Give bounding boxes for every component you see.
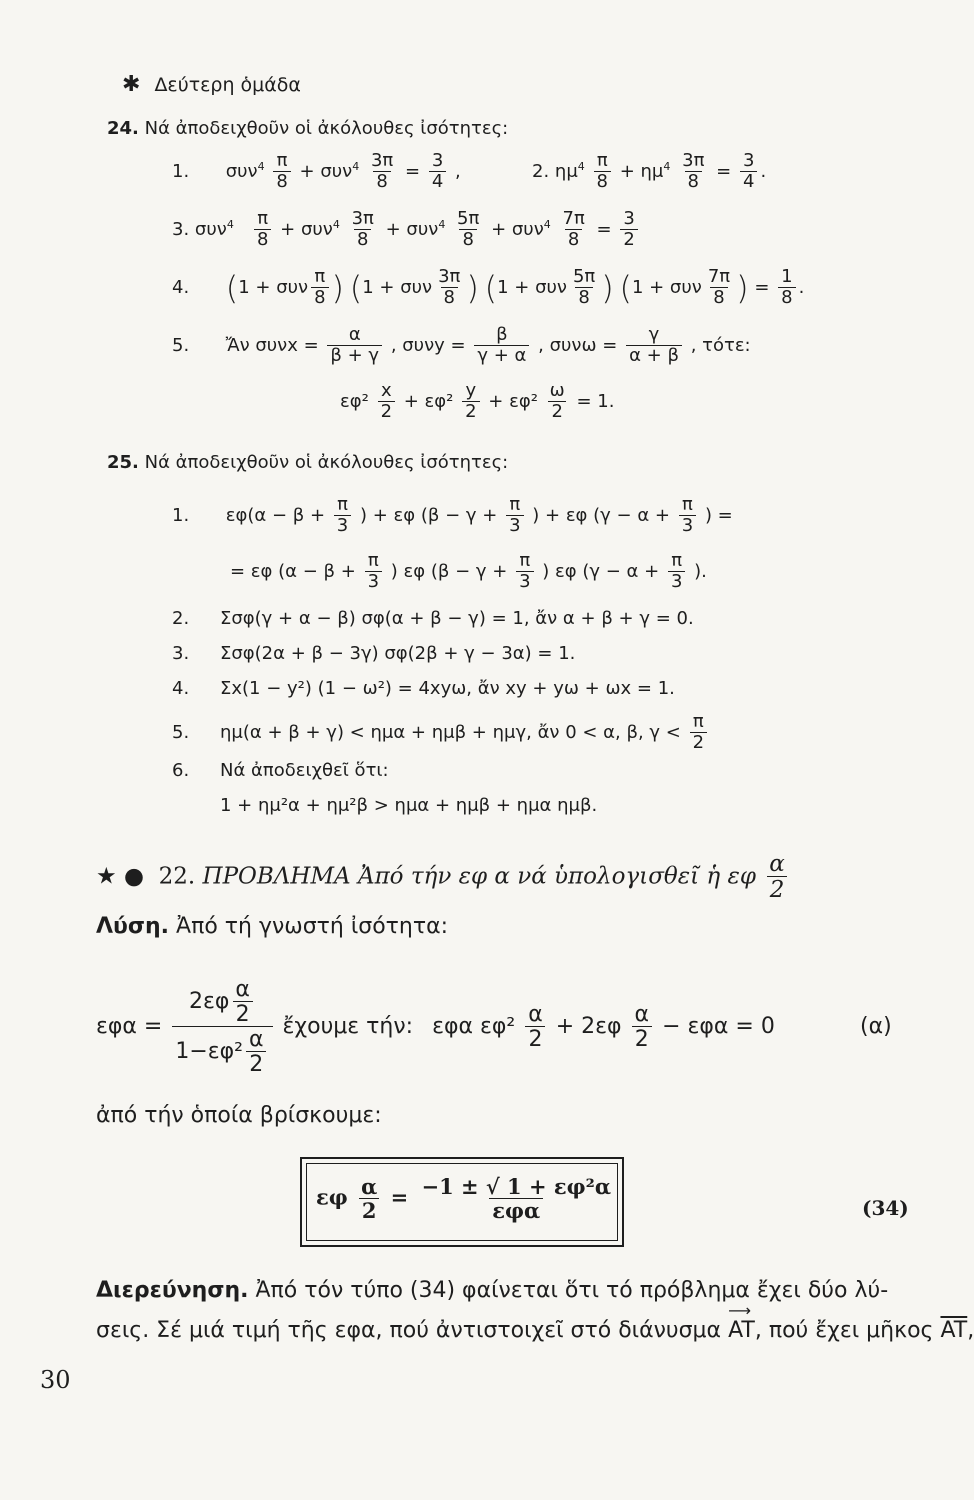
exercise-intro-text: Νά ἀποδειχθοῦν οἱ ἀκόλουθες ἰσότητες: xyxy=(144,452,509,473)
denominator: 3 xyxy=(334,515,351,536)
numerator: π xyxy=(692,711,704,732)
eq-25-5 xyxy=(172,713,710,753)
denominator: 3 xyxy=(679,515,696,536)
fraction xyxy=(506,496,523,536)
discussion-text: σεις. Σέ μιά τιμή τῆς εφα, πού ἀντιστοιχεῖ στό διάνυσμα xyxy=(96,1318,722,1343)
numerator: π xyxy=(337,494,348,515)
fraction xyxy=(378,382,395,422)
term: ) + εφ (γ − α + xyxy=(532,504,671,526)
item-number: 5. xyxy=(172,721,190,743)
fraction xyxy=(429,152,446,192)
denominator: 8 xyxy=(354,229,371,250)
vector-arrow-icon: ⟶ xyxy=(728,1301,751,1320)
item-number: 4. xyxy=(172,276,190,298)
numerator xyxy=(186,978,259,1026)
denominator: 8 xyxy=(594,171,611,192)
numerator: x xyxy=(380,380,392,401)
fraction xyxy=(327,326,382,366)
equation-text: ημ(α + β + γ) < ημα + ημβ + ημγ, ἄν 0 < α, β, γ < xyxy=(220,721,681,743)
paren: ) xyxy=(736,268,749,307)
denominator: 2 xyxy=(767,876,788,902)
numerator: π xyxy=(314,266,326,287)
numerator: 3π xyxy=(438,266,461,287)
exercise-number: 24. xyxy=(107,118,139,139)
equals: = xyxy=(390,1184,409,1210)
fraction xyxy=(358,1176,380,1222)
denominator: 2 xyxy=(548,401,565,422)
fraction xyxy=(679,496,696,536)
numerator: α xyxy=(361,1174,378,1199)
separator: , xyxy=(455,160,461,182)
section-title: Δεύτερη ὁμάδα xyxy=(154,74,301,96)
term: 1 + συν xyxy=(362,276,433,298)
numerator: π xyxy=(671,550,683,571)
fraction xyxy=(705,268,733,308)
eq-25-1-cont xyxy=(230,552,707,592)
numerator: π xyxy=(682,494,693,515)
denominator: 3 xyxy=(668,571,685,592)
eq-25-1 xyxy=(172,496,733,536)
item-number: 3. xyxy=(172,218,190,240)
denominator: εφα xyxy=(489,1198,543,1222)
item-number: 6. xyxy=(172,760,190,781)
item-number: 2. xyxy=(172,608,190,629)
term: + συν xyxy=(385,218,439,240)
equation-text: Σσφ(2α + β − 3γ) σφ(2β + γ − 3α) = 1. xyxy=(220,643,576,664)
discussion-text: , xyxy=(967,1318,974,1343)
term: συν xyxy=(194,218,227,240)
fraction xyxy=(547,382,568,422)
page-number: 30 xyxy=(40,1366,71,1394)
eq-25-6 xyxy=(172,760,389,781)
term: εφ² xyxy=(340,390,369,412)
vector-AT xyxy=(728,1301,755,1343)
numerator: γ xyxy=(648,324,660,345)
numerator: π xyxy=(367,550,379,571)
denominator: 8 xyxy=(685,171,702,192)
paren: ( xyxy=(619,268,632,307)
denominator: 4 xyxy=(740,171,757,192)
denominator: γ + α xyxy=(474,345,529,366)
term: εφ(α − β + xyxy=(225,504,326,526)
term: ημ xyxy=(554,160,578,182)
denominator: 2 xyxy=(632,1026,652,1051)
paren: ( xyxy=(484,268,498,307)
denominator: 2 xyxy=(525,1026,545,1051)
term: συν xyxy=(225,160,258,182)
numerator: 7π xyxy=(562,208,585,229)
numerator: 1 xyxy=(781,266,793,287)
denominator: 8 xyxy=(778,287,795,308)
term: = εφ (α − β + xyxy=(230,560,356,582)
term: + 2εφ xyxy=(555,1014,622,1040)
term: εφ xyxy=(316,1184,348,1210)
solution-intro xyxy=(96,914,448,939)
eq-24-5-result xyxy=(340,382,614,422)
equals: = xyxy=(596,218,612,240)
fraction xyxy=(254,210,271,250)
item-number: 2. xyxy=(532,160,550,182)
paren: ) xyxy=(466,268,479,307)
term: 1 + συν xyxy=(631,276,702,298)
fraction xyxy=(246,1028,267,1076)
term: εφα = xyxy=(96,1014,163,1040)
term: + συν xyxy=(280,218,333,240)
eq-24-4 xyxy=(172,268,804,308)
fraction xyxy=(419,1176,615,1222)
vector-label: AT xyxy=(728,1318,755,1343)
discussion-label: Διερεύνηση. xyxy=(96,1278,249,1303)
fraction xyxy=(435,268,463,308)
numerator: 3π xyxy=(682,150,705,171)
exercise-intro-text: Νά ἀποδειχθοῦν οἱ ἀκόλουθες ἰσότητες: xyxy=(144,118,509,139)
fraction xyxy=(690,713,707,753)
fraction xyxy=(632,1003,653,1051)
exercise-25-intro xyxy=(107,452,508,473)
term: + εφ² xyxy=(488,390,538,412)
exponent: 4 xyxy=(543,217,551,231)
paren: ) xyxy=(601,268,614,307)
denominator: 8 xyxy=(575,287,592,308)
term: ). xyxy=(694,560,707,582)
denominator: 2 xyxy=(359,1198,380,1222)
numerator: −1 ± √ 1 + εφ²α xyxy=(421,1174,611,1199)
term: + συν xyxy=(491,218,544,240)
term: − εφα = 0 xyxy=(662,1014,775,1040)
discussion-line-1 xyxy=(96,1278,888,1303)
numerator: α xyxy=(634,1002,650,1028)
fraction xyxy=(273,152,290,192)
denominator: 8 xyxy=(311,287,328,308)
eq-25-2 xyxy=(172,608,694,629)
solution-text: Ἀπό τή γνωστή ἰσότητα: xyxy=(176,914,449,939)
equation-text: Σx(1 − y²) (1 − ω²) = 4xyω, ἄν xy + yω + ωx = 1. xyxy=(220,678,675,699)
fraction xyxy=(560,210,588,250)
term: 2εφ xyxy=(188,989,230,1015)
star-icon: ✱ xyxy=(122,72,141,97)
problem-title: ΠΡΟΒΛΗΜΑ xyxy=(202,863,351,890)
exponent: 4 xyxy=(577,159,585,173)
numerator: α xyxy=(249,1027,264,1053)
problem-heading xyxy=(96,852,791,902)
term: + ημ xyxy=(619,160,664,182)
fraction xyxy=(311,268,328,308)
exponent: 4 xyxy=(663,159,671,173)
discussion-text: , πού ἔχει μῆκος xyxy=(754,1318,934,1343)
fraction xyxy=(349,210,377,250)
solution-after-text: ἀπό τήν ὁποία βρίσκουμε: xyxy=(96,1103,382,1128)
numerator: 3 xyxy=(431,150,444,171)
fraction xyxy=(594,152,611,192)
numerator: π xyxy=(257,208,269,229)
denominator: 3 xyxy=(506,515,523,536)
numerator: 3 xyxy=(623,208,635,229)
numerator: ω xyxy=(549,380,565,401)
numerator: β xyxy=(496,324,508,345)
denominator: 8 xyxy=(441,287,458,308)
term: ) εφ (γ − α + xyxy=(542,560,660,582)
equation-text: Νά ἀποδειχθεῖ ὅτι: xyxy=(220,760,389,781)
term: ) εφ (β − γ + xyxy=(390,560,508,582)
compound-fraction xyxy=(172,978,272,1076)
derivation-line xyxy=(96,978,775,1076)
problem-number: 22. xyxy=(158,863,196,890)
equals: = xyxy=(716,160,732,182)
period: . xyxy=(798,276,805,298)
numerator: 5π xyxy=(457,208,480,229)
eq-24-5 xyxy=(172,326,751,366)
item-number: 1. xyxy=(172,504,190,526)
item-number: 1. xyxy=(172,160,190,182)
fraction xyxy=(365,552,382,592)
exponent: 4 xyxy=(438,217,446,231)
term: + εφ² xyxy=(403,390,454,412)
numerator: π xyxy=(509,494,521,515)
denominator: 2 xyxy=(246,1051,266,1076)
term: 1 + συν xyxy=(238,276,309,298)
equals: = xyxy=(754,276,770,298)
term: ) = xyxy=(704,504,733,526)
term: ἔχουμε τήν: xyxy=(282,1014,414,1040)
fraction xyxy=(570,268,598,308)
denominator: β + γ xyxy=(327,345,382,366)
fraction xyxy=(368,152,396,192)
eq-25-3 xyxy=(172,643,575,664)
star-bullet-icon: ★ ● xyxy=(96,863,144,890)
fraction xyxy=(668,552,685,592)
eq-25-6-inequality xyxy=(220,795,597,816)
paren: ( xyxy=(225,268,239,307)
term: , συνy = xyxy=(390,334,466,356)
term: Ἄν συνx = xyxy=(225,334,319,356)
fraction xyxy=(525,1003,546,1051)
denominator: 2 xyxy=(462,401,479,422)
exercise-number: 25. xyxy=(107,452,139,473)
numerator: 3 xyxy=(742,150,755,171)
term: εφα εφ² xyxy=(432,1014,516,1040)
period: . xyxy=(760,160,767,182)
item-number: 3. xyxy=(172,643,190,664)
equation-text: 1 + ημ²α + ημ²β > ημα + ημβ + ημα ημβ. xyxy=(220,795,598,816)
fraction xyxy=(334,496,351,536)
denominator: 2 xyxy=(233,1001,253,1026)
denominator xyxy=(172,1026,272,1076)
numerator: α xyxy=(348,324,361,345)
paren: ) xyxy=(331,268,345,307)
equation-label: (α) xyxy=(860,1014,892,1039)
exponent: 4 xyxy=(352,159,360,173)
fraction xyxy=(620,210,637,250)
term: , τότε: xyxy=(690,334,751,356)
numerator: 5π xyxy=(572,266,596,287)
section-heading xyxy=(122,72,301,97)
numerator: 7π xyxy=(707,266,731,287)
eq-25-4 xyxy=(172,678,675,699)
term: 1−εφ² xyxy=(175,1039,243,1065)
denominator: 3 xyxy=(365,571,382,592)
numerator: π xyxy=(276,150,288,171)
fraction xyxy=(232,978,253,1026)
paren: ( xyxy=(349,268,363,307)
denominator: 3 xyxy=(516,571,533,592)
discussion-line-2 xyxy=(96,1301,974,1343)
term: 1 + συν xyxy=(497,276,567,298)
discussion-text: Ἀπό τόν τύπο (34) φαίνεται ὅτι τό πρόβλημα ἔχει δύο λύ- xyxy=(255,1278,889,1303)
term: , συνω = xyxy=(538,334,618,356)
fraction xyxy=(462,382,479,422)
numerator: 3π xyxy=(351,208,374,229)
fraction xyxy=(626,326,682,366)
numerator: α xyxy=(235,977,250,1002)
formula-34 xyxy=(316,1176,617,1222)
fraction xyxy=(740,152,757,192)
numerator: α xyxy=(528,1002,543,1028)
segment-AT: $\overline{AT}$ xyxy=(940,1318,968,1343)
eq-24-1 xyxy=(172,152,461,192)
fraction xyxy=(778,268,795,308)
denominator: 8 xyxy=(273,171,290,192)
term: + συν xyxy=(299,160,353,182)
denominator: 2 xyxy=(620,229,637,250)
item-number: 5. xyxy=(172,334,190,356)
solution-label: Λύση. xyxy=(96,914,170,939)
fraction xyxy=(454,210,482,250)
denominator: 8 xyxy=(373,171,390,192)
formula-label: (34) xyxy=(862,1196,909,1220)
denominator: 2 xyxy=(690,732,707,753)
denominator: 8 xyxy=(254,229,271,250)
denominator: 8 xyxy=(710,287,727,308)
problem-statement: Ἀπό τήν εφ α νά ὑπολογισθεῖ ἡ εφ xyxy=(357,863,756,890)
equals: = 1. xyxy=(576,390,615,412)
denominator: 8 xyxy=(565,229,582,250)
numerator: π xyxy=(519,550,531,571)
term: ) + εφ (β − γ + xyxy=(359,504,498,526)
numerator: π xyxy=(596,150,608,171)
fraction xyxy=(679,152,707,192)
equation-text: Σσφ(γ + α − β) σφ(α + β − γ) = 1, ἄν α + β + γ = 0. xyxy=(220,608,694,629)
numerator: y xyxy=(465,380,477,401)
exponent: 4 xyxy=(257,159,265,173)
denominator: 8 xyxy=(459,229,476,250)
numerator: α xyxy=(769,851,785,877)
exponent: 4 xyxy=(226,217,234,231)
item-number: 4. xyxy=(172,678,190,699)
denominator: 4 xyxy=(429,171,446,192)
eq-24-2 xyxy=(532,152,766,192)
fraction xyxy=(516,552,533,592)
numerator: 3π xyxy=(370,150,394,171)
exponent: 4 xyxy=(332,217,340,231)
exercise-24-intro xyxy=(107,118,508,139)
denominator: 2 xyxy=(378,401,395,422)
fraction xyxy=(766,852,788,902)
equals: = xyxy=(405,160,421,182)
fraction xyxy=(474,326,529,366)
eq-24-3 xyxy=(172,210,641,250)
denominator: α + β xyxy=(626,345,682,366)
